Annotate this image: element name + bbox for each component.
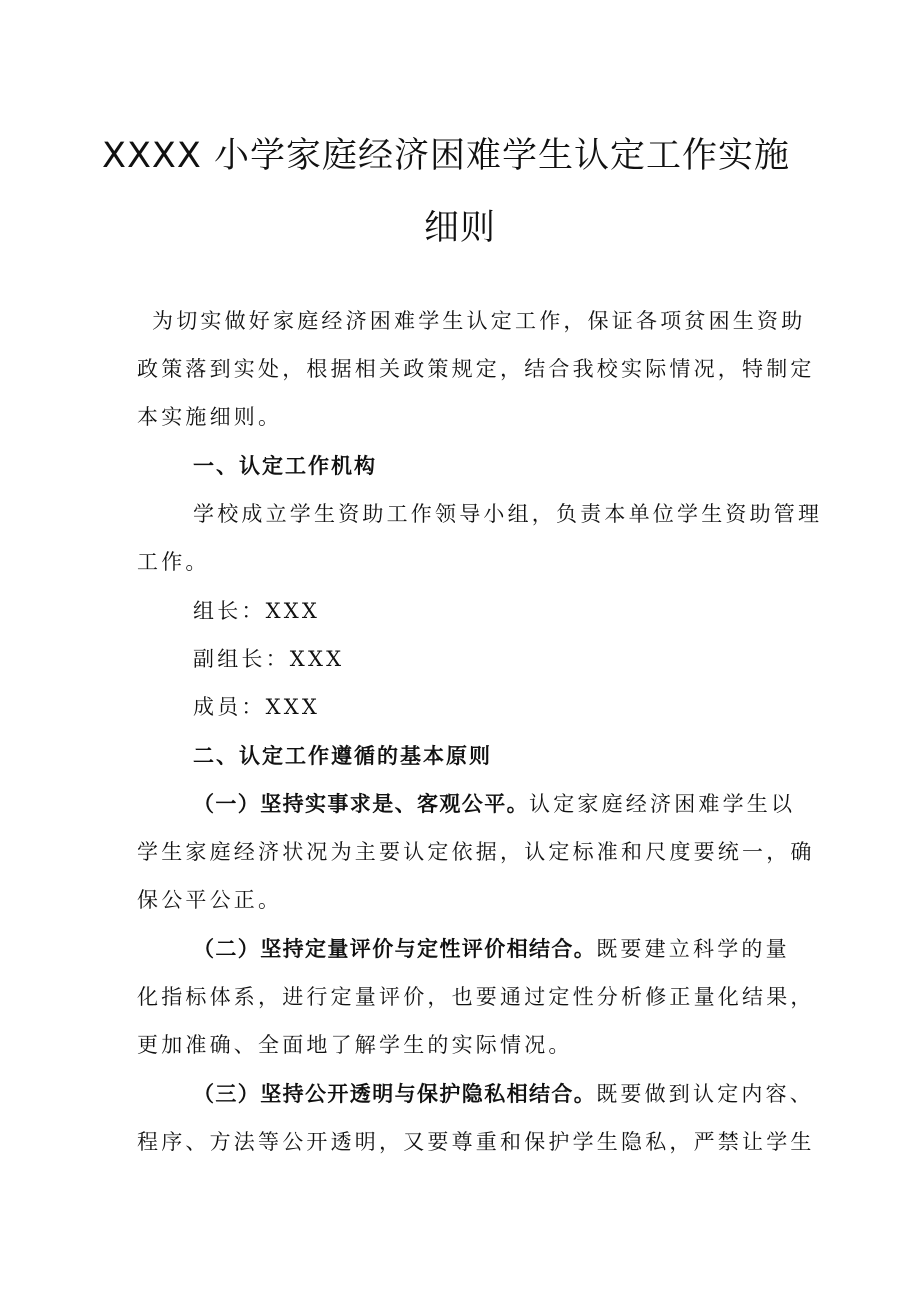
deputy-leader: 副组长：XXX <box>193 647 345 671</box>
principle-2-line-1 <box>193 934 790 964</box>
principle-1-line-3: 保公平公正。 <box>137 888 283 912</box>
section-1-heading: 一、认定工作机构 <box>193 454 377 478</box>
principle-2-text: 既要建立科学的量 <box>596 937 790 961</box>
principle-1-line-2: 学生家庭经济状况为主要认定依据，认定标准和尺度要统一，确 <box>137 840 815 864</box>
principle-1-title: （一）坚持实事求是、客观公平。 <box>193 792 529 816</box>
section-1-paragraph-line-2: 工作。 <box>137 550 210 574</box>
principle-2-line-3: 更加准确、全面地了解学生的实际情况。 <box>137 1033 573 1057</box>
intro-line-1: 为切实做好家庭经济困难学生认定工作，保证各项贫困生资助 <box>152 309 806 333</box>
group-members: 成员：XXX <box>193 695 321 719</box>
document-title-line-2: 细则 <box>423 208 496 248</box>
principle-3-line-1 <box>193 1079 814 1109</box>
section-2-heading: 二、认定工作遵循的基本原则 <box>193 744 492 768</box>
document-title-line-1: XXXX 小学家庭经济困难学生认定工作实施 <box>101 136 791 176</box>
principle-2-line-2: 化指标体系，进行定量评价，也要通过定性分析修正量化结果， <box>137 985 815 1009</box>
section-1-paragraph-line-1: 学校成立学生资助工作领导小组，负责本单位学生资助管理 <box>193 502 823 526</box>
principle-3-title: （三）坚持公开透明与保护隐私相结合。 <box>193 1082 597 1106</box>
group-leader: 组长：XXX <box>193 599 321 623</box>
intro-line-3: 本实施细则。 <box>137 405 283 429</box>
principle-3-line-2: 程序、方法等公开透明，又要尊重和保护学生隐私，严禁让学生 <box>137 1130 815 1154</box>
intro-line-2: 政策落到实处，根据相关政策规定，结合我校实际情况，特制定 <box>137 357 815 381</box>
principle-3-text: 既要做到认定内容、 <box>596 1082 815 1106</box>
principle-1-text: 认定家庭经济困难学生以 <box>529 792 796 816</box>
principle-2-title: （二）坚持定量评价与定性评价相结合。 <box>193 937 597 961</box>
principle-1-line-1 <box>193 789 795 819</box>
